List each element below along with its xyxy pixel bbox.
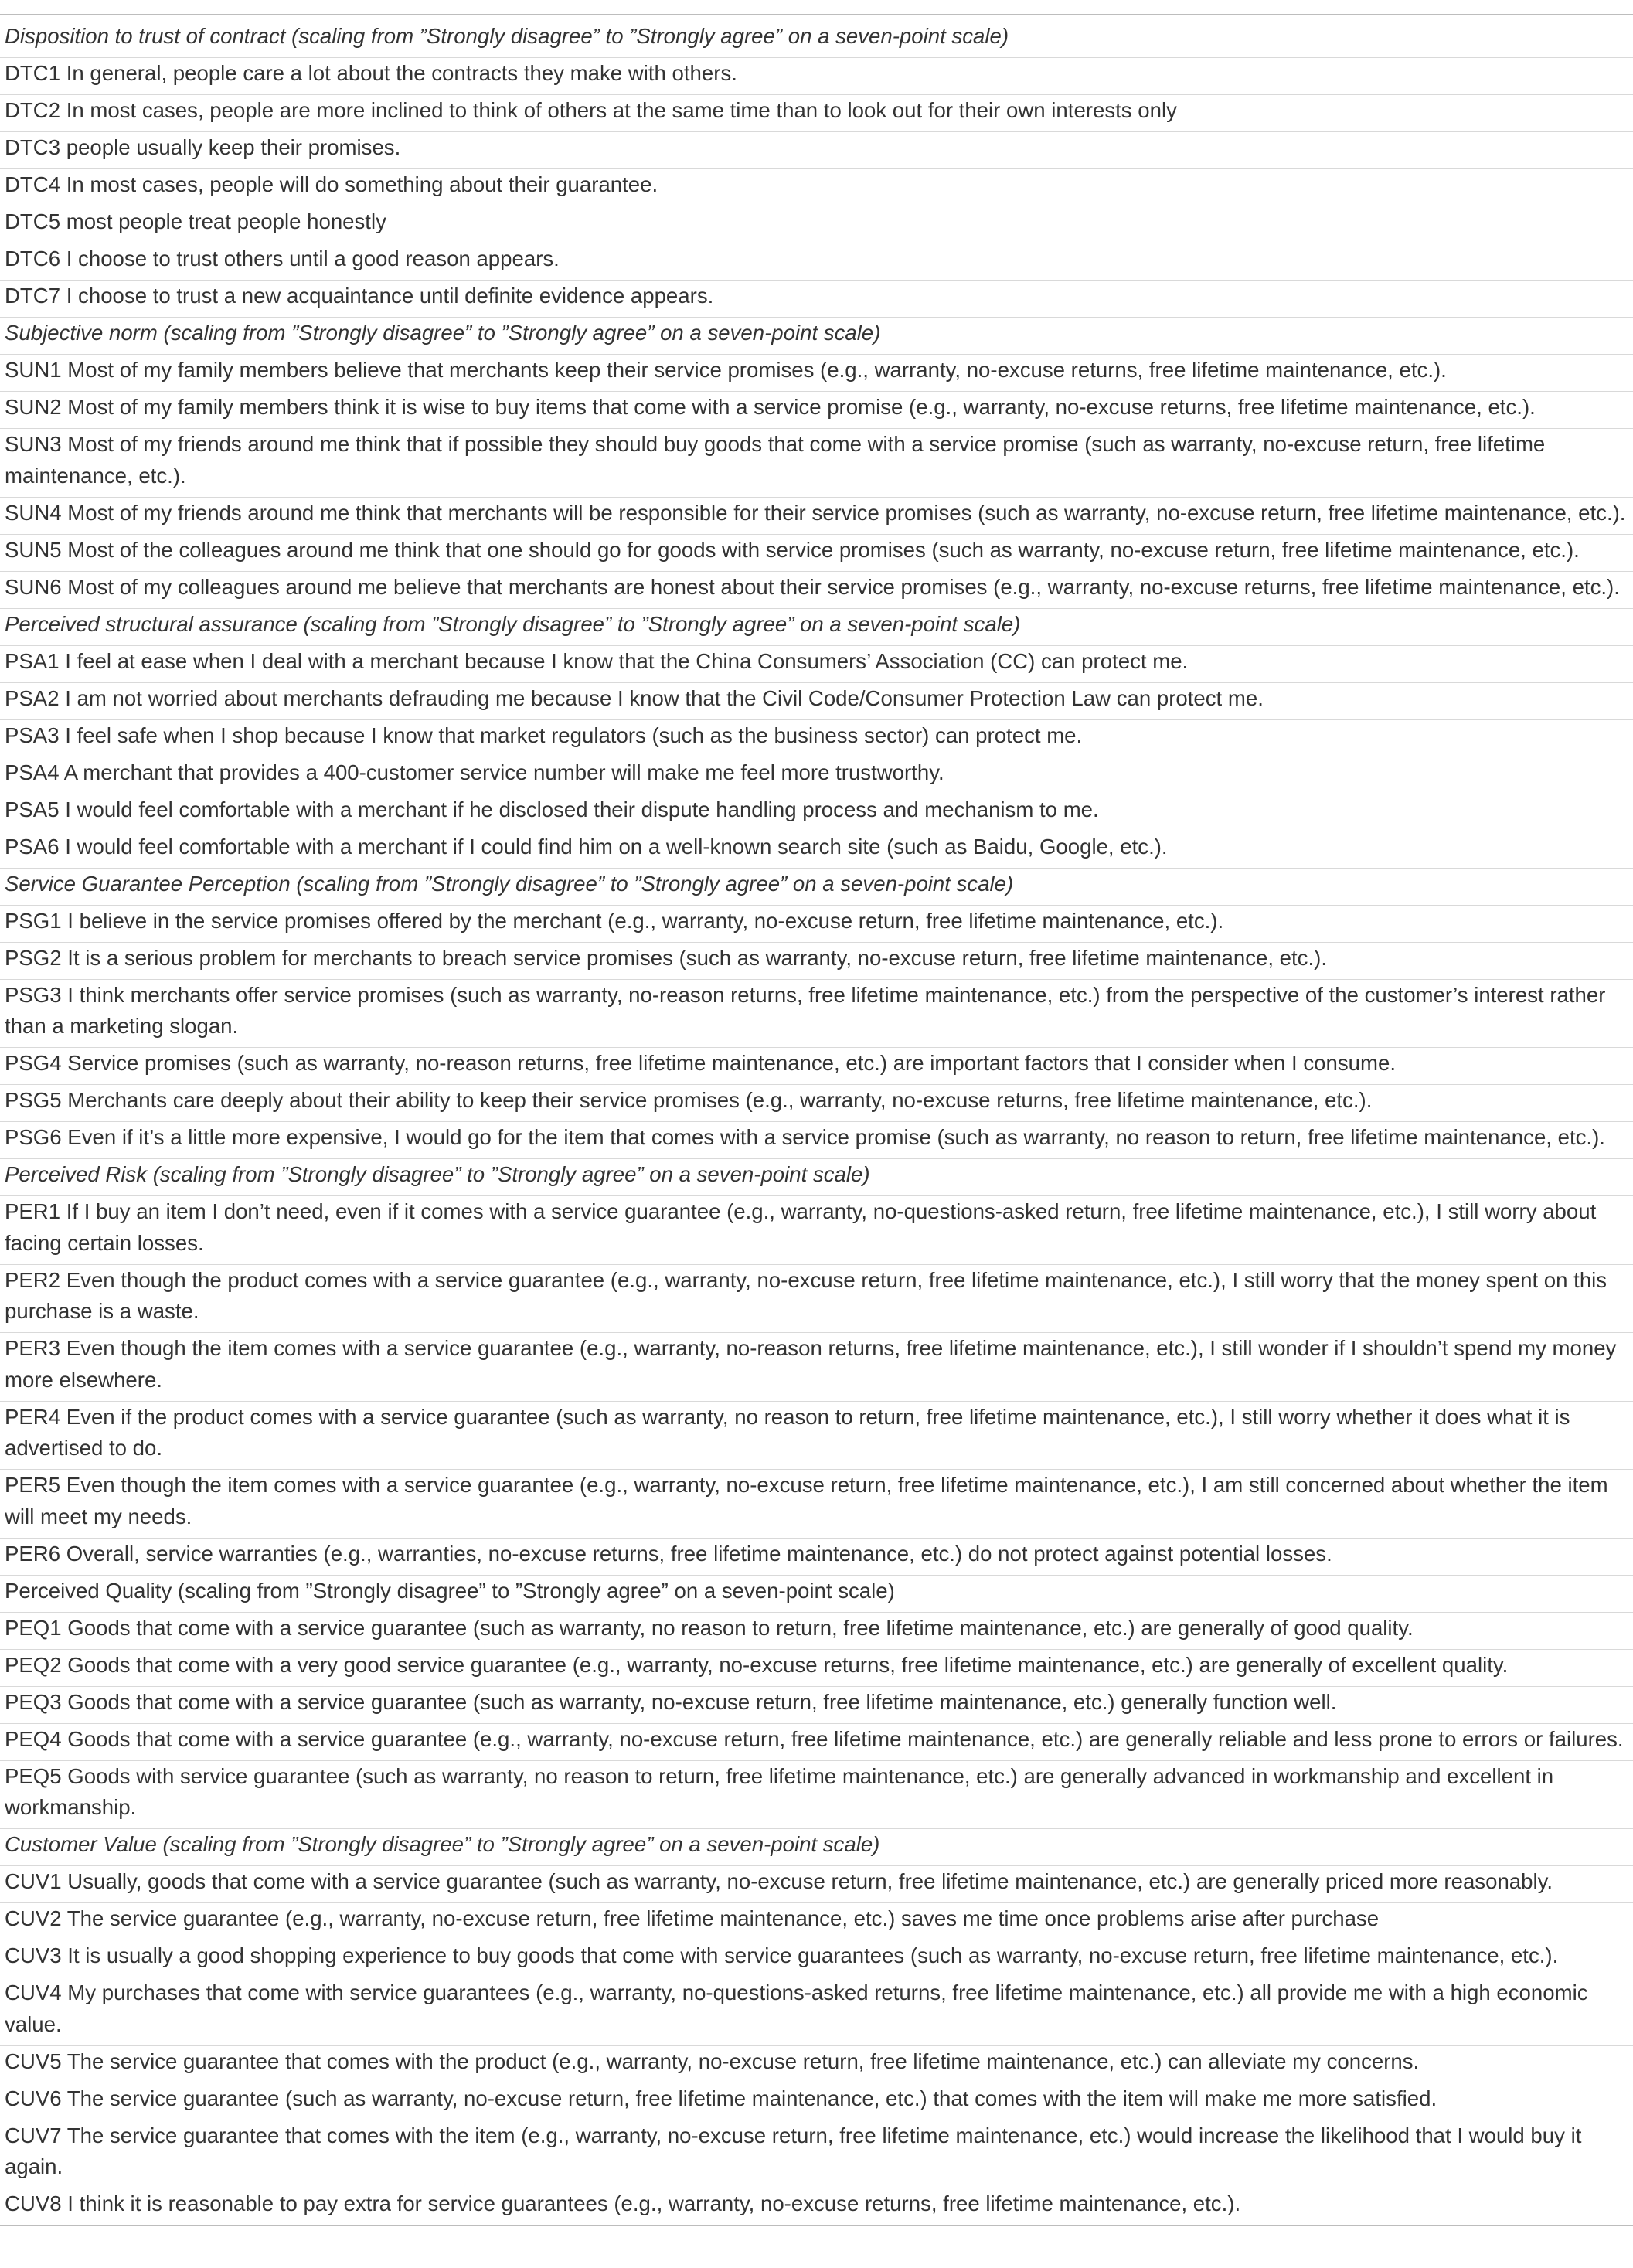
table-row: DTC7 I choose to trust a new acquaintance until definite evidence appears. <box>0 281 1633 318</box>
table-row: PSG3 I think merchants offer service promises (such as warranty, no-reason returns, free lifetime maintenance, etc.) from the perspective of the customer’s interest rather than a marketing slogan. <box>0 980 1633 1049</box>
table-row: PER2 Even though the product comes with a service guarantee (e.g., warranty, no-excuse return, free lifetime maintenance, etc.), I still worry that the money spent on this purchase is a waste. <box>0 1265 1633 1334</box>
table-row: CUV8 I think it is reasonable to pay extra for service guarantees (e.g., warranty, no-excuse returns, free lifetime maintenance, etc.). <box>0 2188 1633 2226</box>
table-row: DTC5 most people treat people honestly <box>0 206 1633 243</box>
table-row: DTC4 In most cases, people will do something about their guarantee. <box>0 169 1633 206</box>
section-header: Perceived structural assurance (scaling from ”Strongly disagree” to ”Strongly agree” on a seven-point scale) <box>0 609 1633 646</box>
table-row: CUV5 The service guarantee that comes with the product (e.g., warranty, no-excuse return, free lifetime maintenance, etc.) can alleviate my concerns. <box>0 2046 1633 2083</box>
table-row: PEQ5 Goods with service guarantee (such as warranty, no reason to return, free lifetime maintenance, etc.) are generally advanced in workmanship and excellent in workmanship. <box>0 1761 1633 1830</box>
table-row: PER5 Even though the item comes with a service guarantee (e.g., warranty, no-excuse return, free lifetime maintenance, etc.), I am still concerned about whether the item will meet my needs. <box>0 1470 1633 1539</box>
section-header: Subjective norm (scaling from ”Strongly disagree” to ”Strongly agree” on a seven-point scale) <box>0 318 1633 355</box>
section-header: Perceived Quality (scaling from ”Strongly disagree” to ”Strongly agree” on a seven-point scale) <box>0 1576 1633 1613</box>
section-header: Service Guarantee Perception (scaling from ”Strongly disagree” to ”Strongly agree” on a seven-point scale) <box>0 869 1633 906</box>
table-row: SUN5 Most of the colleagues around me think that one should go for goods with service promises (such as warranty, no-excuse return, free lifetime maintenance, etc.). <box>0 535 1633 572</box>
table-row: PER3 Even though the item comes with a service guarantee (e.g., warranty, no-reason returns, free lifetime maintenance, etc.), I still wonder if I shouldn’t spend my money more elsewhere. <box>0 1333 1633 1402</box>
table-row: PEQ2 Goods that come with a very good service guarantee (e.g., warranty, no-excuse returns, free lifetime maintenance, etc.) are generally of excellent quality. <box>0 1650 1633 1687</box>
table-row: CUV4 My purchases that come with service guarantees (e.g., warranty, no-questions-asked returns, free lifetime maintenance, etc.) all provide me with a high economic value. <box>0 1977 1633 2046</box>
table-row: PER6 Overall, service warranties (e.g., warranties, no-excuse returns, free lifetime maintenance, etc.) do not protect against potential losses. <box>0 1539 1633 1576</box>
table-row: PSG5 Merchants care deeply about their ability to keep their service promises (e.g., warranty, no-excuse returns, free lifetime maintenance, etc.). <box>0 1085 1633 1122</box>
table-row: PSA3 I feel safe when I shop because I know that market regulators (such as the business sector) can protect me. <box>0 720 1633 757</box>
section-header: Perceived Risk (scaling from ”Strongly disagree” to ”Strongly agree” on a seven-point scale) <box>0 1159 1633 1196</box>
top-rule <box>0 14 1633 15</box>
table-row: PSG4 Service promises (such as warranty, no-reason returns, free lifetime maintenance, etc.) are important factors that I consider when I consume. <box>0 1048 1633 1085</box>
table-row: CUV6 The service guarantee (such as warranty, no-excuse return, free lifetime maintenance, etc.) that comes with the item will make me more satisfied. <box>0 2083 1633 2120</box>
table-row: DTC3 people usually keep their promises. <box>0 132 1633 169</box>
table-row: PSG1 I believe in the service promises offered by the merchant (e.g., warranty, no-excuse return, free lifetime maintenance, etc.). <box>0 906 1633 943</box>
table-body <box>0 21 1633 2226</box>
table-row: SUN1 Most of my family members believe that merchants keep their service promises (e.g., warranty, no-excuse returns, free lifetime maintenance, etc.). <box>0 355 1633 392</box>
table-row: PSA5 I would feel comfortable with a merchant if he disclosed their dispute handling process and mechanism to me. <box>0 794 1633 831</box>
table-row: SUN4 Most of my friends around me think that merchants will be responsible for their service promises (such as warranty, no-excuse return, free lifetime maintenance, etc.). <box>0 498 1633 535</box>
table-row: PER4 Even if the product comes with a service guarantee (such as warranty, no reason to return, free lifetime maintenance, etc.), I still worry whether it does what it is advertised to do. <box>0 1402 1633 1471</box>
table-row: CUV2 The service guarantee (e.g., warranty, no-excuse return, free lifetime maintenance, etc.) saves me time once problems arise after purchase <box>0 1903 1633 1940</box>
table-row: PSA4 A merchant that provides a 400-customer service number will make me feel more trustworthy. <box>0 757 1633 794</box>
table-row: SUN3 Most of my friends around me think that if possible they should buy goods that come with a service promise (such as warranty, no-excuse return, free lifetime maintenance, etc.). <box>0 429 1633 498</box>
table-row: DTC2 In most cases, people are more inclined to think of others at the same time than to look out for their own interests only <box>0 95 1633 132</box>
table-row: PSG6 Even if it’s a little more expensive, I would go for the item that comes with a service promise (such as warranty, no reason to return, free lifetime maintenance, etc.). <box>0 1122 1633 1159</box>
table-row: PER1 If I buy an item I don’t need, even if it comes with a service guarantee (e.g., warranty, no-questions-asked return, free lifetime maintenance, etc.), I still worry about facing certain losses. <box>0 1196 1633 1265</box>
table-row: PSA6 I would feel comfortable with a merchant if I could find him on a well-known search site (such as Baidu, Google, etc.). <box>0 831 1633 869</box>
table-row: CUV3 It is usually a good shopping experience to buy goods that come with service guarantees (such as warranty, no-excuse return, free lifetime maintenance, etc.). <box>0 1940 1633 1977</box>
table-row: DTC1 In general, people care a lot about the contracts they make with others. <box>0 58 1633 95</box>
table-row: PEQ4 Goods that come with a service guarantee (e.g., warranty, no-excuse return, free lifetime maintenance, etc.) are generally reliable and less prone to errors or failures. <box>0 1724 1633 1761</box>
table-row: SUN6 Most of my colleagues around me believe that merchants are honest about their service promises (e.g., warranty, no-excuse returns, free lifetime maintenance, etc.). <box>0 572 1633 609</box>
section-header: Disposition to trust of contract (scaling from ”Strongly disagree” to ”Strongly agree” on a seven-point scale) <box>0 21 1633 58</box>
table-row: SUN2 Most of my family members think it is wise to buy items that come with a service promise (e.g., warranty, no-excuse returns, free lifetime maintenance, etc.). <box>0 392 1633 429</box>
table-row: PEQ1 Goods that come with a service guarantee (such as warranty, no reason to return, free lifetime maintenance, etc.) are generally of good quality. <box>0 1613 1633 1650</box>
section-header: Customer Value (scaling from ”Strongly disagree” to ”Strongly agree” on a seven-point scale) <box>0 1829 1633 1866</box>
table-row: PSA1 I feel at ease when I deal with a merchant because I know that the China Consumers’ Association (CC) can protect me. <box>0 646 1633 683</box>
table-row: CUV1 Usually, goods that come with a service guarantee (such as warranty, no-excuse return, free lifetime maintenance, etc.) are generally priced more reasonably. <box>0 1866 1633 1903</box>
table-row: DTC6 I choose to trust others until a good reason appears. <box>0 243 1633 281</box>
table-row: PEQ3 Goods that come with a service guarantee (such as warranty, no-excuse return, free lifetime maintenance, etc.) generally function well. <box>0 1687 1633 1724</box>
table-row: CUV7 The service guarantee that comes with the item (e.g., warranty, no-excuse return, free lifetime maintenance, etc.) would increase the likelihood that I would buy it again. <box>0 2120 1633 2189</box>
table-row: PSA2 I am not worried about merchants defrauding me because I know that the Civil Code/Consumer Protection Law can protect me. <box>0 683 1633 720</box>
table-row: PSG2 It is a serious problem for merchants to breach service promises (such as warranty, no-excuse return, free lifetime maintenance, etc.). <box>0 943 1633 980</box>
